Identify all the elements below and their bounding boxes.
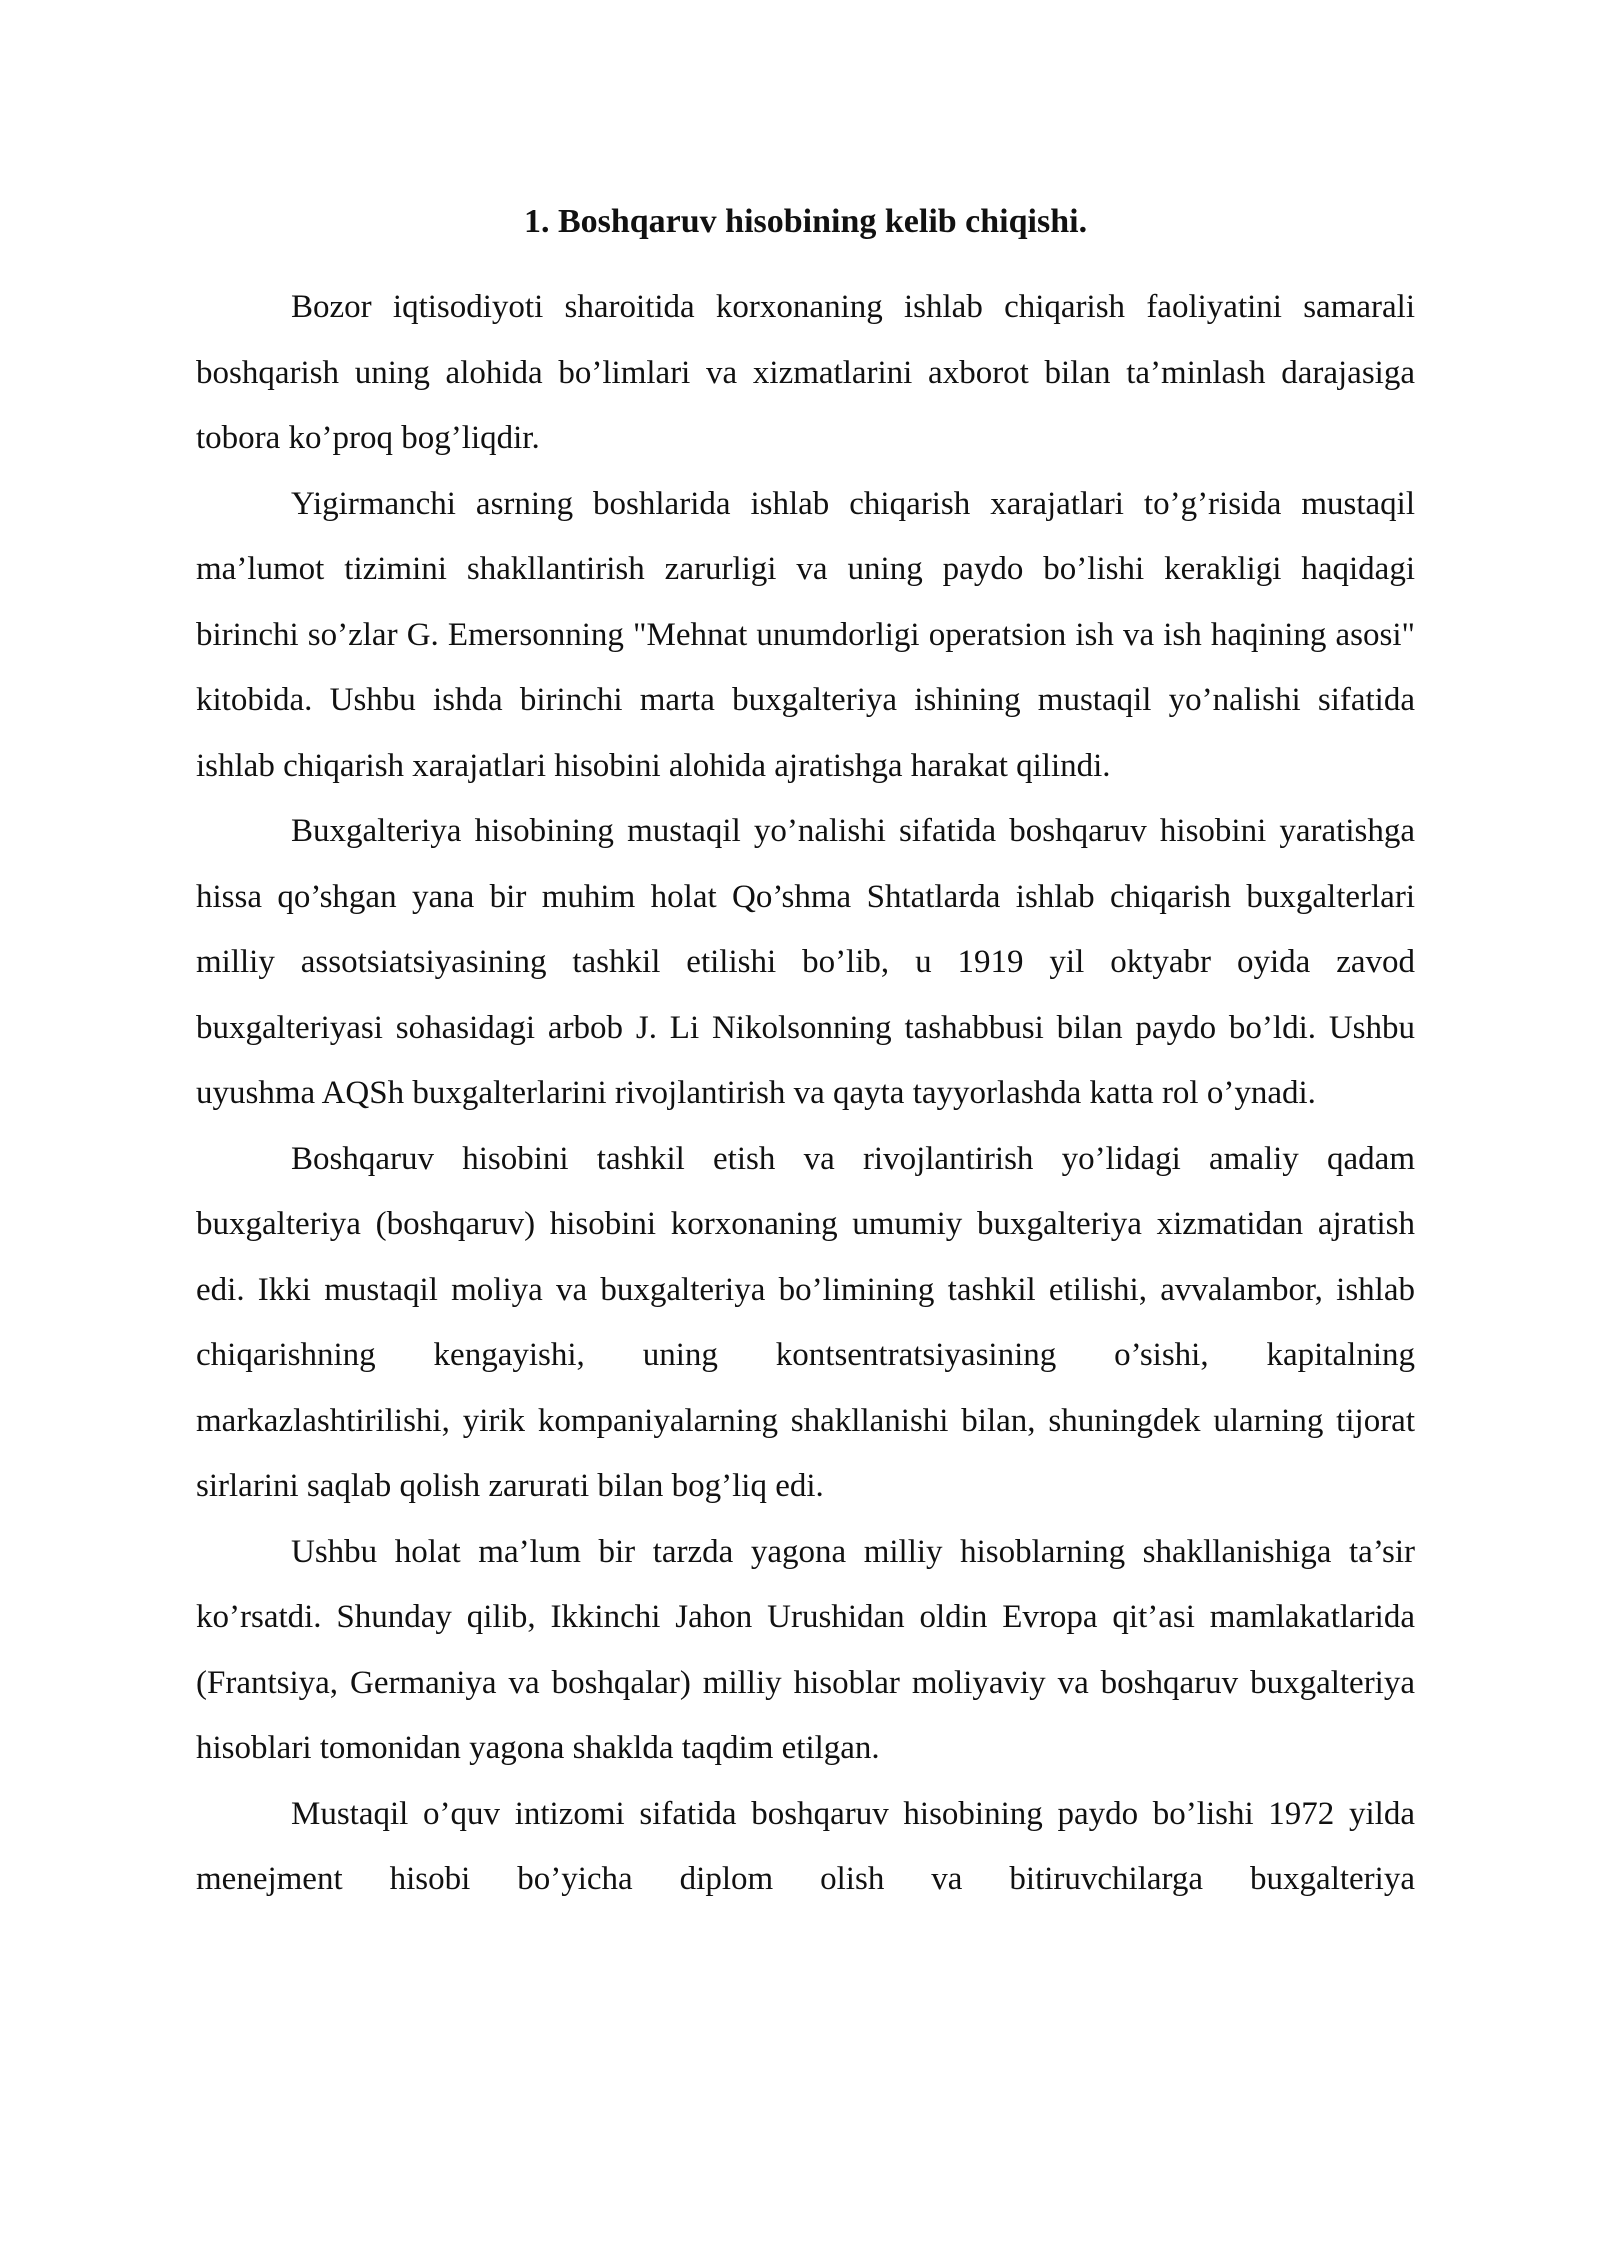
paragraph: Yigirmanchi asrning boshlarida ishlab chiqarish xarajatlari to’g’risida mustaqil ma’lumot tizimini shakllantirish zarurligi va uning paydo bo’lishi kerakligi haqidagi birinchi so’zlar G. Emersonning "Mehnat unumdorligi operatsion ish va ish haqining asosi" kitobida. Ushbu ishda birinchi marta buxgalteriya ishining mustaqil yo’nalishi sifatida ishlab chiqarish xarajatlari hisobini alohida ajratishga harakat qilindi. (196, 485, 1415, 784)
paragraph: Boshqaruv hisobini tashkil etish va rivojlantirish yo’lidagi amaliy qadam buxgalteriya (boshqaruv) hisobini korxonaning umumiy buxgalteriya xizmatidan ajratish edi. Ikki mustaqil moliya va buxgalteriya bo’limining tashkil etilishi, avvalambor, ishlab chiqarishning kengayishi, uning kontsentratsiyasining o’sishi, kapitalning markazlashtirilishi, yirik kompaniyalarning shakllanishi bilan, shuningdek ularning tijorat sirlarini saqlab qolish zarurati bilan bog’liq edi. (196, 1140, 1415, 1504)
paragraph: Bozor iqtisodiyoti sharoitida korxonaning ishlab chiqarish faoliyatini samarali boshqarish uning alohida bo’limlari va xizmatlarini axborot bilan ta’minlash darajasiga tobora ko’proq bog’liqdir. (196, 289, 1415, 456)
paragraph: Ushbu holat ma’lum bir tarzda yagona milliy hisoblarning shakllanishiga ta’sir ko’rsatdi. Shunday qilib, Ikkinchi Jahon Urushidan oldin Evropa qit’asi mamlakatlarida (Frantsiya, Germaniya va boshqalar) milliy hisoblar moliyaviy va boshqaruv buxgalteriya hisoblari tomonidan yagona shaklda taqdim etilgan. (196, 1533, 1415, 1766)
paragraph-continued: Mustaqil o’quv intizomi sifatida boshqaruv hisobining paydo bo’lishi 1972 yilda menejment hisobi bo’yicha diplom olish va bitiruvchilarga buxgalteriya (196, 1795, 1415, 1897)
paragraph: Buxgalteriya hisobining mustaqil yo’nalishi sifatida boshqaruv hisobini yaratishga hissa qo’shgan yana bir muhim holat Qo’shma Shtatlarda ishlab chiqarish buxgalterlari milliy assotsiatsiyasining tashkil etilishi bo’lib, u 1919 yil oktyabr oyida zavod buxgalteriyasi sohasidagi arbob J. Li Nikolsonning tashabbusi bilan paydo bo’ldi. Ushbu uyushma AQSh buxgalterlarini rivojlantirish va qayta tayyorlashda katta rol o’ynadi. (196, 813, 1415, 1111)
section-title: 1. Boshqaruv hisobining kelib chiqishi. (523, 203, 1088, 240)
document-body (196, 275, 1415, 1913)
